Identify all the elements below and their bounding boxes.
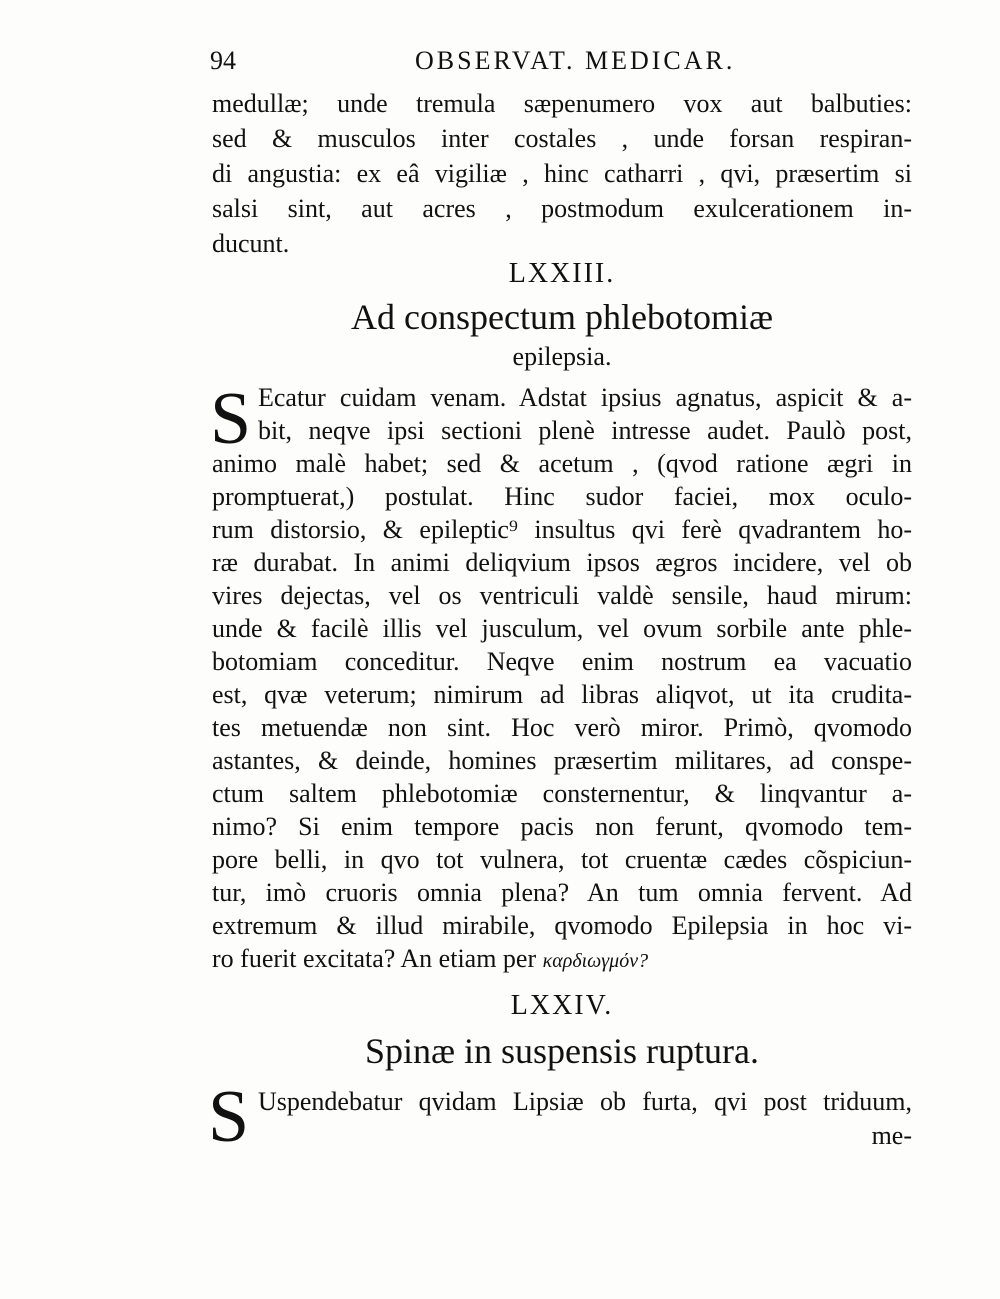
text-line: unde & facilè illis vel jusculum, vel ovum sorbile ante phle- [212, 614, 912, 643]
text-line: animo malè habet; sed & acetum , (qvod ratione ægri in [212, 449, 912, 478]
text-line: botomiam conceditur. Neqve enim nostrum ea vacuatio [212, 647, 912, 676]
text-line: salsi sint, aut acres , postmodum exulcerationem in- [212, 194, 912, 223]
catchword: me- [871, 1121, 912, 1150]
text-line: astantes, & deinde, homines præsertim militares, ad conspe- [212, 746, 912, 775]
section-title: Ad conspectum phlebotomiæ [351, 297, 773, 337]
text-line: ducunt. [212, 229, 290, 258]
text-line: di angustia: ex eâ vigiliæ , hinc catharri , qvi, præsertim si [212, 159, 912, 188]
text-line: sed & musculos inter costales , unde forsan respiran- [212, 124, 912, 153]
section-title: Spinæ in suspensis ruptura. [364, 1031, 759, 1071]
text-line: tes metuendæ non sint. Hoc verò miror. Primò, qvomodo [212, 713, 912, 742]
text-line: vires dejectas, vel os ventriculi valdè sensile, haud mirum: [212, 581, 912, 610]
text-line: medullæ; unde tremula sæpenumero vox aut balbuties: [212, 89, 912, 118]
drop-cap: S [210, 378, 252, 460]
text-line: Uspendebatur qvidam Lipsiæ ob furta, qvi post triduum, [258, 1087, 912, 1116]
text-line: ctum saltem phlebotomiæ consternentur, & linqvantur a- [212, 779, 912, 808]
greek-word: καρδιωγμόν? [542, 950, 649, 972]
page-number: 94 [210, 46, 236, 75]
text-fragment: ro fuerit excitata? An etiam per [212, 944, 537, 973]
text-line: ræ durabat. In animi deliqvium ipsos ægros incidere, vel ob [212, 548, 912, 577]
section-numeral: LXXIII. [508, 258, 616, 289]
text-line: promptuerat,) postulat. Hinc sudor faciei, mox oculo- [212, 482, 912, 511]
text-line: pore belli, in qvo tot vulnera, tot cruentæ cædes cõspiciun- [212, 845, 912, 874]
text-line: extremum & illud mirabile, qvomodo Epilepsia in hoc vi- [212, 911, 912, 940]
running-title: OBSERVAT. MEDICAR. [415, 46, 736, 75]
text-line: Ecatur cuidam venam. Adstat ipsius agnatus, aspicit & a- [258, 383, 912, 412]
text-line: est, qvæ veterum; nimirum ad libras aliqvot, ut ita crudita- [212, 680, 912, 709]
text-line: nimo? Si enim tempore pacis non ferunt, qvomodo tem- [212, 812, 912, 841]
running-head [210, 46, 910, 86]
section-subtitle: epilepsia. [512, 342, 612, 371]
text-line: tur, imò cruoris omnia plena? An tum omnia fervent. Ad [212, 878, 912, 907]
section-numeral: LXXIV. [510, 990, 614, 1021]
text-line-last [212, 943, 912, 977]
text-line: rum distorsio, & epileptic⁹ insultus qvi ferè qvadrantem ho- [212, 515, 912, 544]
text-line: bit, neqve ipsi sectioni plenè intresse audet. Paulò post, [258, 416, 912, 445]
drop-cap: S [208, 1076, 250, 1158]
